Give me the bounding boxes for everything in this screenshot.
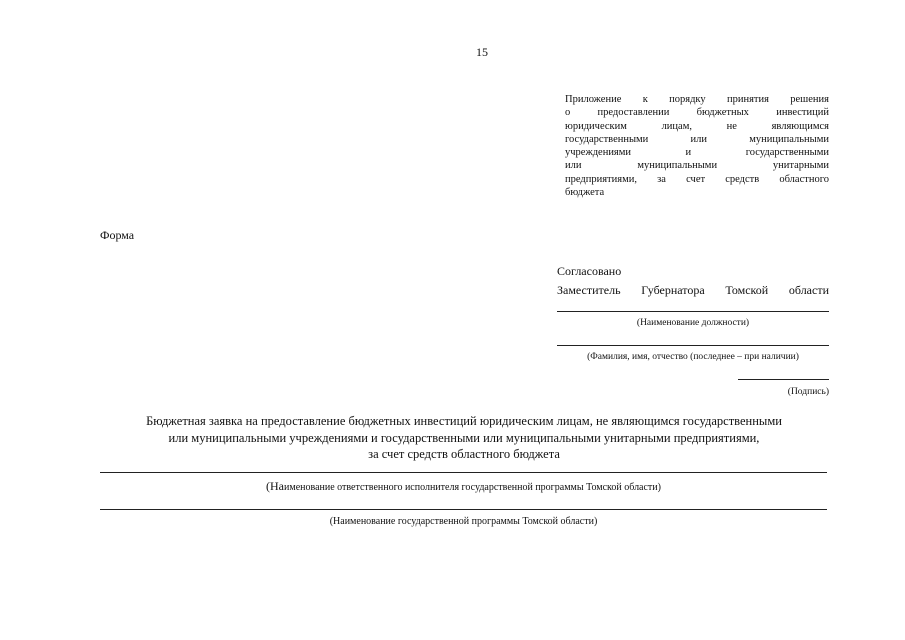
signature-line: [738, 379, 829, 380]
appendix-line: учреждениями и государственными: [565, 147, 829, 159]
appendix-line: или муниципальными унитарными: [565, 160, 829, 172]
form-label: Форма: [100, 228, 135, 242]
approved-label: Согласовано: [557, 264, 622, 278]
page-number: 15: [476, 45, 488, 59]
name-line: [557, 345, 829, 346]
program-line: [100, 509, 827, 510]
appendix-line: бюджета: [565, 187, 605, 199]
deputy-title: Заместитель Губернатора Томской области: [557, 283, 829, 297]
program-caption: (Наименование государственной программы Томской области): [329, 516, 598, 527]
executor-caption-start: (На: [266, 479, 285, 493]
signature-caption: (Подпись): [787, 387, 829, 397]
title-line: или муниципальными учреждениями и государственными или муниципальными унитарными предприятиями,: [168, 430, 760, 445]
document-title: [100, 413, 828, 463]
position-caption: (Наименование должности): [636, 318, 750, 328]
appendix-line: Приложение к порядку принятия решения: [565, 94, 829, 105]
name-caption: (Фамилия, имя, отчество (последнее – при наличии): [587, 352, 799, 362]
appendix-line: предприятиями, за счет средств областного: [565, 173, 829, 185]
appendix-line: юридическим лицам, не являющимся: [565, 120, 829, 132]
appendix-line: государственными или муниципальными: [565, 133, 829, 145]
executor-caption-rest: именование ответственного исполнителя государственной программы Томской области): [284, 482, 661, 493]
title-line: Бюджетная заявка на предоставление бюджетных инвестиций юридическим лицам, не являющимся государственными: [146, 414, 782, 428]
appendix-note: [565, 93, 829, 199]
title-line: за счет средств областного бюджета: [368, 447, 560, 461]
executor-line: [100, 472, 827, 473]
executor-caption: [100, 479, 827, 494]
appendix-line: о предоставлении бюджетных инвестиций: [565, 107, 829, 119]
position-line: [557, 311, 829, 312]
